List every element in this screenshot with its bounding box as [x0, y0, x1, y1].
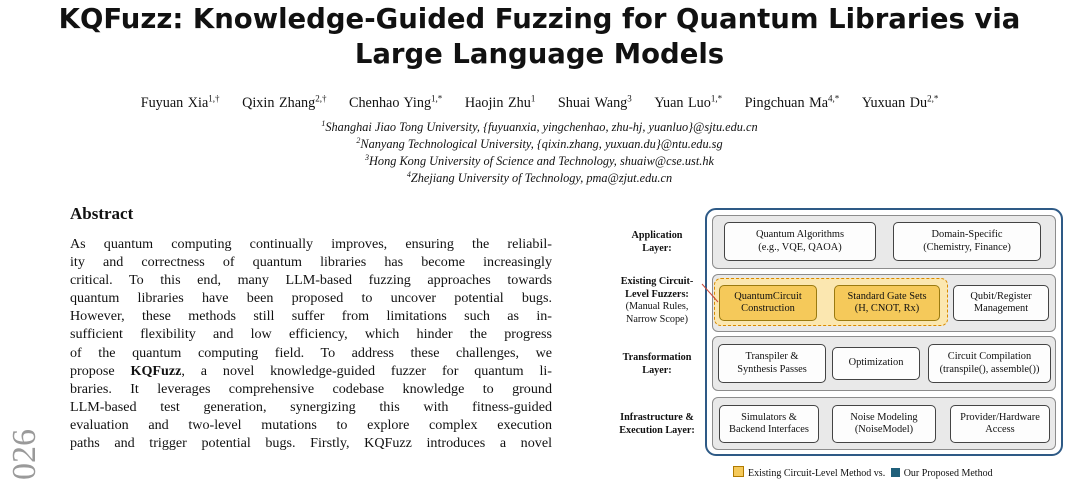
author-list	[0, 94, 1079, 112]
simulators-backend-box	[719, 405, 819, 443]
transpiler-synthesis-box	[718, 344, 826, 383]
box-line: Domain-Specific	[931, 229, 1003, 240]
affiliation	[0, 120, 1079, 135]
diagram-legend	[733, 466, 993, 480]
box-line: Standard Gate Sets	[847, 290, 927, 302]
abstract-line: quantum libraries have been proposed to uncover potential bugs.	[70, 290, 552, 307]
layer-label-line: Execution Layer:	[619, 424, 695, 436]
box-line: Simulators &	[741, 411, 797, 423]
quantum-algorithms-box	[724, 222, 876, 261]
domain-specific-box	[893, 222, 1041, 261]
box-line: Synthesis Passes	[737, 363, 807, 375]
box-line: Access	[985, 424, 1015, 435]
side-stamp-text: 026	[6, 429, 43, 480]
author-mark: 3	[627, 93, 632, 104]
author	[862, 95, 938, 111]
author-name: Fuyuan Xia	[140, 95, 209, 111]
legend-label-existing: Existing Circuit-Level Method vs.	[748, 468, 886, 479]
author-name: Qixin Zhang	[242, 95, 316, 111]
box-line: QuantumCircuit	[734, 290, 802, 302]
abstract-line: However, these methods still suffer from limitations such as in-	[70, 308, 552, 325]
affiliation	[0, 137, 1079, 152]
layer-label-application	[612, 230, 702, 255]
layer-label-line: Layer:	[642, 242, 672, 254]
author-mark: 2,*	[927, 93, 939, 104]
abstract-line: paths and trigger potential bugs. Firstly, KQFuzz introduces a novel	[70, 435, 552, 452]
optimization-box	[832, 347, 920, 380]
box-line: Qubit/Register	[970, 290, 1032, 302]
box-line: Provider/Hardware	[960, 411, 1040, 423]
layer-label-line: Application	[631, 230, 683, 241]
affiliation-mark: 4	[406, 169, 411, 179]
affiliation-mark: 1	[321, 118, 326, 128]
author	[349, 95, 442, 111]
affiliation-mark: 3	[365, 152, 370, 162]
box-line: (Chemistry, Finance)	[923, 241, 1011, 253]
affiliation-text: Hong Kong University of Science and Technology, shuaiw@cse.ust.hk	[369, 154, 714, 168]
box-line: (H, CNOT, Rx)	[854, 303, 920, 314]
abstract-body	[70, 235, 552, 470]
author	[465, 95, 536, 111]
layer-label-note: Narrow Scope)	[626, 313, 688, 325]
layer-label-existing-fuzzers	[609, 276, 705, 326]
author-mark: 4,*	[828, 93, 840, 104]
box-line: Optimization	[848, 357, 904, 369]
author-mark: 1,*	[431, 93, 443, 104]
layer-label-transformation	[612, 352, 702, 377]
author	[654, 95, 722, 111]
layer-label-infrastructure	[609, 412, 705, 437]
author-mark: 2,†	[315, 93, 327, 104]
abstract-line: critical. To this end, many LLM-based fuzzing approaches towards	[70, 272, 552, 289]
provider-hardware-box	[950, 405, 1050, 443]
box-line: Quantum Algorithms	[755, 229, 845, 240]
circuit-compilation-box	[928, 344, 1051, 383]
noise-modeling-box	[832, 405, 936, 443]
layer-label-line: Transformation	[622, 352, 692, 363]
box-line: (transpile(), assemble())	[939, 363, 1040, 375]
fuzzer-connector-line	[700, 282, 720, 306]
box-line: Backend Interfaces	[729, 424, 809, 435]
author	[558, 95, 632, 111]
layer-label-line: Level Fuzzers:	[625, 288, 689, 300]
layer-label-line: Layer:	[642, 364, 672, 376]
abstract-line: sufficient flexibility and low efficiency, which hinder the progress	[70, 326, 552, 343]
quantum-circuit-construction-box	[719, 285, 817, 321]
author	[242, 95, 326, 111]
box-line: Noise Modeling	[850, 411, 918, 423]
box-line: Management	[973, 303, 1029, 314]
affiliation-text: Nanyang Technological University, {qixin.zhang, yuxuan.du}@ntu.edu.sg	[360, 137, 723, 151]
abstract-heading: Abstract	[70, 204, 134, 223]
author-name: Haojin Zhu	[464, 95, 531, 111]
legend-swatch-existing	[733, 466, 744, 477]
kqfuzz-name: KQFuzz	[130, 362, 182, 379]
abstract-line: propose KQFuzz, a novel knowledge-guided fuzzer for quantum li-	[70, 362, 552, 379]
abstract-line: As quantum computing continually improves, ensuring the reliabil-	[70, 236, 552, 252]
abstract-line: braries. It leverages comprehensive codebase knowledge to ground	[70, 380, 552, 397]
affiliation	[0, 171, 1079, 186]
abstract-line: ity and correctness of quantum libraries has become increasingly	[70, 254, 552, 271]
paper-title-line-2: Large Language Models	[354, 38, 725, 70]
author-name: Shuai Wang	[557, 95, 628, 111]
qubit-register-management-box	[953, 285, 1049, 321]
box-line: (e.g., VQE, QAOA)	[758, 241, 842, 253]
box-line: Circuit Compilation	[947, 351, 1032, 362]
author-name: Chenhao Ying	[349, 95, 432, 111]
author-name: Pingchuan Ma	[744, 95, 829, 111]
legend-label-proposed: Our Proposed Method	[903, 468, 993, 479]
paper-title	[0, 2, 1079, 72]
layer-label-line: Existing Circuit-	[620, 276, 694, 287]
author-mark: 1,*	[710, 93, 723, 104]
box-line: Construction	[741, 303, 795, 314]
abstract-line: LLM-based test generation, synergizing this with fitness-guided	[70, 398, 552, 415]
affiliation-mark: 2	[356, 135, 361, 145]
author-name: Yuan Luo	[654, 95, 711, 111]
layer-label-note: (Manual Rules,	[625, 301, 689, 312]
author	[141, 95, 220, 111]
abstract-line: of the quantum computing field. To address these challenges, we	[70, 344, 552, 361]
affiliation	[0, 154, 1079, 169]
author-mark: 1,†	[208, 93, 220, 104]
author	[745, 95, 840, 111]
layer-label-line: Infrastructure &	[620, 412, 694, 423]
abstract-line: evaluation and two-level mutations to explore complex execution	[70, 416, 552, 433]
author-mark: 1	[530, 93, 536, 104]
standard-gate-sets-box	[834, 285, 940, 321]
author-name: Yuxuan Du	[861, 95, 928, 111]
box-line: Transpiler &	[745, 351, 799, 362]
affiliation-text: Shanghai Jiao Tong University, {fuyuanxia, yingchenhao, zhu-hj, yuanluo}@sjtu.edu.cn	[325, 120, 758, 134]
box-line: (NoiseModel)	[854, 424, 914, 435]
paper-title-line-1: KQFuzz: Knowledge-Guided Fuzzing for Quantum Libraries via	[58, 3, 1021, 35]
arxiv-side-stamp	[3, 425, 43, 485]
legend-swatch-proposed	[891, 468, 900, 477]
affiliation-text: Zhejiang University of Technology, pma@zjut.edu.cn	[410, 171, 673, 185]
